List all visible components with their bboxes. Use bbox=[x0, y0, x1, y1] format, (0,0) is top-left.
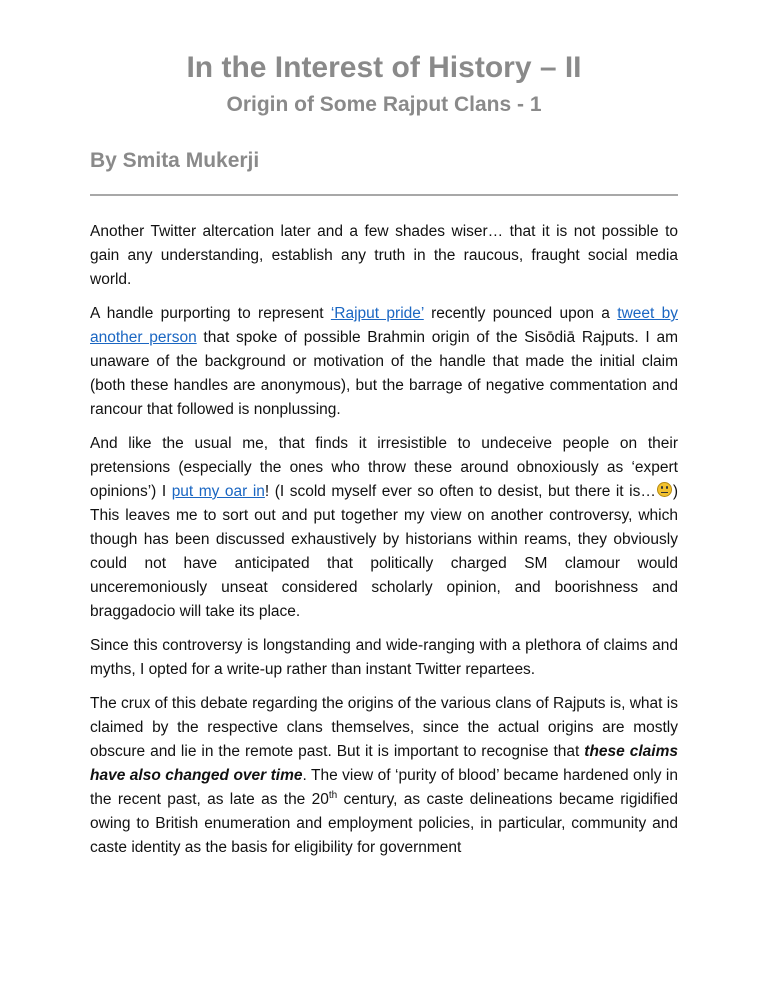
paragraph-5 bbox=[90, 692, 678, 860]
paragraph-3-text-a: And like the usual me, that finds it irresistible to undeceive people on their pretensions (especially the ones who throw these around obnoxiously as ‘expert opinions’) I bbox=[90, 435, 678, 500]
author-byline: By Smita Mukerji bbox=[90, 149, 260, 172]
paragraph-1: Another Twitter altercation later and a few shades wiser… that it is not possible to gain any understanding, establish any truth in the raucous, fraught social media world. bbox=[90, 223, 678, 288]
paragraph-5-text-a: The crux of this debate regarding the origins of the various clans of Rajputs is, what is claimed by the respective clans themselves, since the actual origins are mostly obscure and lie in the remote past. But it is important to recognise that bbox=[90, 695, 678, 760]
paragraph-3-text-b: ! (I scold myself ever so often to desist, but there it is… bbox=[264, 483, 656, 500]
paragraph-2-text-c: that spoke of possible Brahmin origin of the Sisōdiā Rajputs. I am unaware of the background or motivation of the handle that made the initial claim (both these handles are anonymous), but the barrage of negative commentation and rancour that followed is nonplussing. bbox=[90, 329, 678, 418]
paragraph-2-text-b: recently pounced upon a bbox=[423, 305, 618, 322]
paragraph-2 bbox=[90, 302, 678, 422]
paragraph-3 bbox=[90, 432, 678, 624]
put-my-oar-in-link[interactable]: put my oar in bbox=[171, 483, 265, 500]
tweet-by-another-person-link[interactable]: tweet by another person bbox=[90, 305, 679, 346]
page-subtitle: Origin of Some Rajput Clans - 1 bbox=[226, 93, 542, 116]
paragraph-3-text-c: ) This leaves me to sort out and put together my view on another controversy, which though has been discussed exhaustively by historians within reams, they obviously could not have anticipated that politically charged SM clamour would unceremoniously unseat considered scholarly opinion, and boorishness and braggadocio will take its place. bbox=[90, 483, 678, 620]
horizontal-divider bbox=[90, 194, 678, 196]
neutral-face-emoji-icon bbox=[657, 482, 672, 497]
page-title: In the Interest of History – II bbox=[186, 51, 582, 84]
document-page bbox=[90, 48, 678, 860]
emphasized-claim: these claims have also changed over time bbox=[90, 743, 678, 784]
paragraph-4: Since this controversy is longstanding and wide-ranging with a plethora of claims and myths, I opted for a write-up rather than instant Twitter repartees. bbox=[90, 637, 678, 678]
rajput-pride-link[interactable]: ‘Rajput pride’ bbox=[330, 305, 424, 322]
paragraph-5-text-c: century, as caste delineations became rigidified owing to British enumeration and employment policies, in particular, community and caste identity as the basis for eligibility for government bbox=[90, 791, 678, 856]
paragraph-5-text-b: . The view of ‘purity of blood’ became hardened only in the recent past, as late as the 20 bbox=[90, 767, 678, 808]
paragraph-2-text-a: A handle purporting to represent bbox=[90, 305, 331, 322]
ordinal-suffix: th bbox=[328, 789, 338, 801]
